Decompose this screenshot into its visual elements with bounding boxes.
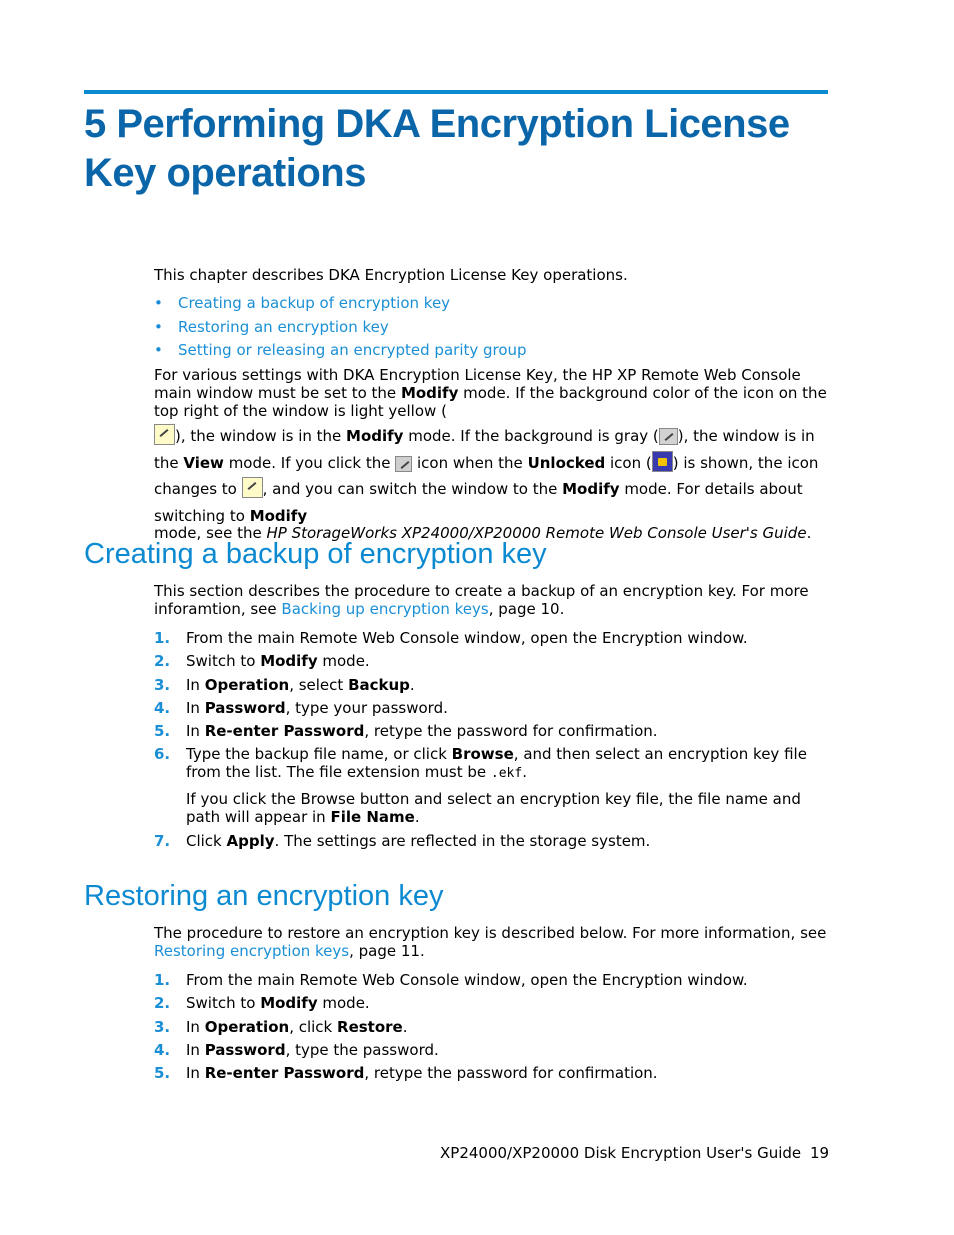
modify-mode-icon (242, 477, 263, 498)
section-title-restore: Restoring an encryption key (84, 880, 444, 912)
chapter-rule (84, 90, 828, 94)
section-title-backup: Creating a backup of encryption key (84, 538, 547, 570)
chapter-title: 5 Performing DKA Encryption License Key operations (84, 102, 790, 195)
footer-page-number: 19 (810, 1144, 830, 1162)
section-intro-restore: The procedure to restore an encryption key is described below. For more information, see Restoring encryption keys, page 11. (154, 924, 827, 960)
step-item: 4. In Password, type your password. (154, 698, 448, 717)
toc-link-parity[interactable]: Setting or releasing an encrypted parity group (178, 341, 527, 359)
mode-paragraph: For various settings with DKA Encryption License Key, the HP XP Remote Web Console main window must be set to the Modify mode. If the background color of the icon on the top right of the window is light yellow ( ), the window is in the Modify mode. If the background is gray ( ), the window is in the View mode. If you click the icon when the Unlocked icon ( ) is shown, the icon changes to , and you can switch the window to the Modify mode. For details about switching to Modify mode, see the HP StorageWorks XP24000/XP20000 Remote Web Console User's Guide. (154, 366, 827, 542)
step-item: 5. In Re-enter Password, retype the password for confirmation. (154, 722, 658, 741)
step-item: 1. From the main Remote Web Console window, open the Encryption window. (154, 629, 748, 647)
link-backing-up-keys[interactable]: Backing up encryption keys (281, 600, 489, 618)
step-item: 4. In Password, type the password. (154, 1040, 439, 1059)
step-item: 1. From the main Remote Web Console window, open the Encryption window. (154, 971, 748, 989)
step-item: 6. Type the backup file name, or click Browse, and then select an encryption key file from the list. The file extension must be .ekf. If you click the Browse button and select an encryption key file, the file name and path will appear in File Name. (154, 745, 830, 826)
toc-item (154, 318, 527, 342)
section-intro-backup: This section describes the procedure to create a backup of an encryption key. For more inforamtion, see Backing up encryption keys, page 10. (154, 582, 809, 618)
toc-link-backup[interactable]: Creating a backup of encryption key (178, 294, 451, 312)
unlocked-icon (652, 451, 673, 472)
chapter-intro: This chapter describes DKA Encryption License Key operations. (154, 266, 628, 284)
step-item: 2. Switch to Modify mode. (154, 652, 370, 671)
pen-icon (395, 456, 412, 472)
step-item: 5. In Re-enter Password, retype the password for confirmation. (154, 1064, 658, 1083)
modify-mode-icon (154, 424, 175, 445)
backup-steps (154, 629, 830, 855)
toc-link-restore[interactable]: Restoring an encryption key (178, 317, 389, 336)
step-note: If you click the Browse button and select an encryption key file, the file name and path will appear in File Name. (186, 790, 801, 827)
step-item: 3. In Operation, click Restore. (154, 1017, 408, 1036)
toc-item (154, 294, 527, 318)
step-item: 7. Click Apply. The settings are reflected in the storage system. (154, 831, 651, 850)
toc-item (154, 341, 527, 365)
restore-steps (154, 971, 830, 1087)
toc-list (154, 294, 527, 365)
view-mode-icon (659, 428, 678, 445)
step-item: 3. In Operation, select Backup. (154, 675, 415, 694)
step-item: 2. Switch to Modify mode. (154, 994, 370, 1013)
footer-guide-title: XP24000/XP20000 Disk Encryption User's Guide (440, 1144, 802, 1162)
link-restoring-keys[interactable]: Restoring encryption keys (154, 942, 350, 960)
